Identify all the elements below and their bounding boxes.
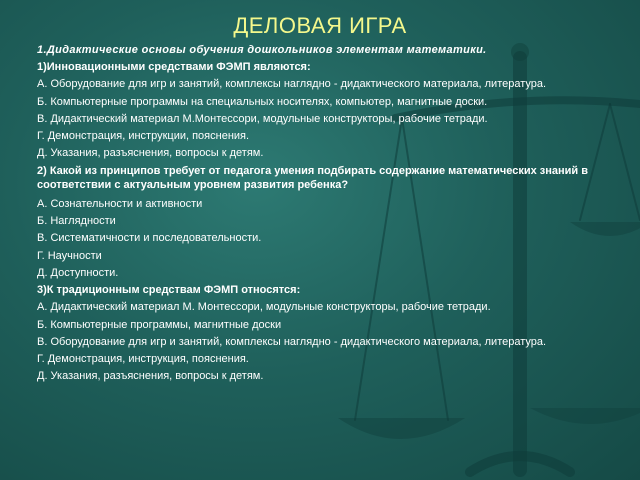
question-3: 3)К традиционным средствам ФЭМП относятся: bbox=[37, 284, 301, 297]
q2-option-c: В. Систематичности и последовательности. bbox=[37, 232, 262, 245]
q3-option-d: Г. Демонстрация, инструкция, пояснения. bbox=[37, 353, 249, 366]
q3-option-e: Д. Указания, разъяснения, вопросы к детям. bbox=[37, 370, 264, 383]
q3-option-b: Б. Компьютерные программы, магнитные доски bbox=[37, 318, 282, 331]
q3-option-c: В. Оборудование для игр и занятий, комплексы наглядно - дидактического материала, литература. bbox=[37, 335, 547, 348]
q1-option-c: В. Дидактический материал М.Монтессори, модульные конструкторы, рабочие тетради. bbox=[37, 112, 488, 125]
q2-option-d: Г. Научности bbox=[37, 249, 102, 262]
q3-option-a: А. Дидактический материал М. Монтессори, модульные конструкторы, рабочие тетради. bbox=[37, 301, 491, 314]
q1-option-e: Д. Указания, разъяснения, вопросы к детям. bbox=[37, 147, 264, 160]
slide-title: ДЕЛОВАЯ ИГРА bbox=[233, 13, 407, 38]
q2-option-a: А. Сознательности и активности bbox=[37, 197, 203, 210]
slide-content bbox=[37, 42, 622, 386]
q2-option-e: Д. Доступности. bbox=[37, 266, 119, 279]
q1-option-b: Б. Компьютерные программы на специальных носителях, компьютер, магнитные доски. bbox=[37, 95, 488, 108]
q2-option-b: Б. Наглядности bbox=[37, 215, 116, 228]
question-1: 1)Инновационными средствами ФЭМП являются: bbox=[37, 61, 311, 74]
question-2: 2) Какой из принципов требует от педагога умения подбирать содержание математических знаний в соответствии с актуальным уровнем развития ребенка? bbox=[37, 164, 589, 192]
q1-option-d: Г. Демонстрация, инструкции, пояснения. bbox=[37, 130, 250, 143]
slide-subtitle: 1.Дидактические основы обучения дошкольников элементам математики. bbox=[37, 44, 487, 56]
q1-option-a: А. Оборудование для игр и занятий, комплексы наглядно - дидактического материала, литература. bbox=[37, 78, 547, 91]
